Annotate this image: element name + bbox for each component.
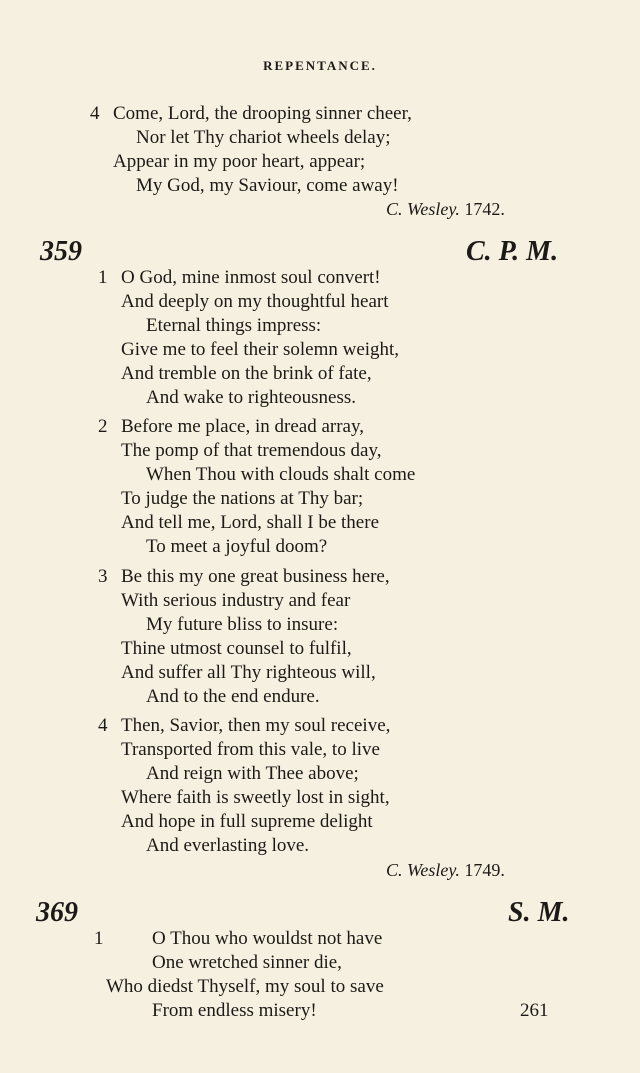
verse-line: Eternal things impress: [146,315,322,336]
verse-line: O God, mine inmost soul convert! [121,267,381,288]
verse-line: And everlasting love. [146,835,310,856]
verse-line: Who diedst Thyself, my soul to save [106,976,384,997]
verse-number: 1 [94,928,104,949]
verse-line: To judge the nations at Thy bar; [121,488,364,509]
attribution [386,197,505,221]
verse-line: And deeply on my thoughtful heart [121,291,389,312]
hymn-number: 369 [36,897,78,928]
verse-line: With serious industry and fear [121,590,351,611]
year: 1749. [464,860,505,880]
verse-line: One wretched sinner die, [152,952,342,973]
attribution [386,858,505,882]
verse-line: And tremble on the brink of fate, [121,363,372,384]
verse-line: From endless misery! [152,1000,317,1021]
verse-line: Transported from this vale, to live [121,739,380,760]
verse-line: The pomp of that tremendous day, [121,440,382,461]
verse-line: Be this my one great business here, [121,566,390,587]
verse-line: And reign with Thee above; [146,763,359,784]
year: 1742. [464,199,505,219]
verse-line: Appear in my poor heart, appear; [113,151,366,172]
page-header: REPENTANCE. [263,58,377,73]
verse-number: 4 [98,715,108,736]
verse-number: 2 [98,416,108,437]
verse-number: 1 [98,267,108,288]
verse-line: Before me place, in dread array, [121,416,364,437]
verse-line: O Thou who wouldst not have [152,928,383,949]
verse-line: Come, Lord, the drooping sinner cheer, [113,103,412,124]
verse-number: 3 [98,566,108,587]
verse-line: And tell me, Lord, shall I be there [121,512,380,533]
verse-line: And hope in full supreme delight [121,811,373,832]
hymn-number: 359 [40,236,82,267]
verse-line: To meet a joyful doom? [146,536,328,557]
verse-line: Give me to feel their solemn weight, [121,339,400,360]
verse-number: 4 [90,103,100,124]
verse-line: My God, my Saviour, come away! [136,175,399,196]
verse-line: Where faith is sweetly lost in sight, [121,787,390,808]
verse-line: My future bliss to insure: [146,614,339,635]
verse-line: Thine utmost counsel to fulfil, [121,638,352,659]
page-number: 261 [520,1000,549,1021]
author-name: C. Wesley. [386,199,460,219]
verse-line: Nor let Thy chariot wheels delay; [136,127,391,148]
verse-line: When Thou with clouds shalt come [146,464,416,485]
verse-line: And to the end endure. [146,686,320,707]
verse-line: Then, Savior, then my soul receive, [121,715,391,736]
hymn-meter: C. P. M. [466,236,559,267]
verse-line: And suffer all Thy righteous will, [121,662,376,683]
verse-line: And wake to righteousness. [146,387,357,408]
author-name: C. Wesley. [386,860,460,880]
hymn-meter: S. M. [508,897,570,928]
